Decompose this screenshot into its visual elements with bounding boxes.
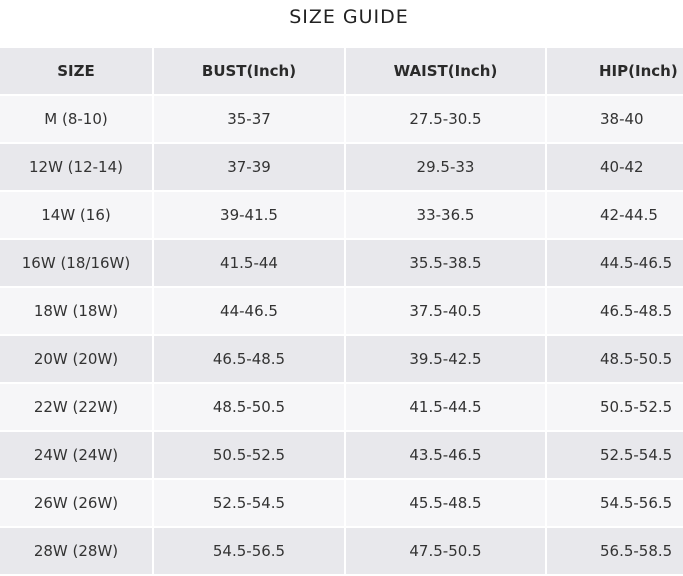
bust-cell: 52.5-54.5: [152, 480, 344, 526]
size-cell: 20W (20W): [0, 336, 152, 382]
waist-cell: 39.5-42.5: [344, 336, 545, 382]
size-cell: 28W (28W): [0, 528, 152, 574]
table-row: [0, 144, 683, 190]
column-header-waist: WAIST(Inch): [344, 48, 545, 94]
bust-cell: 48.5-50.5: [152, 384, 344, 430]
bust-cell: 37-39: [152, 144, 344, 190]
bust-cell: 35-37: [152, 96, 344, 142]
column-header-bust: BUST(Inch): [152, 48, 344, 94]
size-cell: 12W (12-14): [0, 144, 152, 190]
size-cell: 24W (24W): [0, 432, 152, 478]
table-row: [0, 240, 683, 286]
bust-cell: 50.5-52.5: [152, 432, 344, 478]
page-title: SIZE GUIDE: [289, 6, 409, 28]
column-header-hip: HIP(Inch): [545, 48, 683, 94]
waist-cell: 41.5-44.5: [344, 384, 545, 430]
bust-cell: 39-41.5: [152, 192, 344, 238]
size-cell: 26W (26W): [0, 480, 152, 526]
waist-cell: 45.5-48.5: [344, 480, 545, 526]
table-row: [0, 192, 683, 238]
table-row: [0, 384, 683, 430]
table-row: [0, 480, 683, 526]
waist-cell: 37.5-40.5: [344, 288, 545, 334]
hip-cell: 42-44.5: [545, 192, 683, 238]
size-cell: 22W (22W): [0, 384, 152, 430]
size-cell: 18W (18W): [0, 288, 152, 334]
bust-cell: 41.5-44: [152, 240, 344, 286]
hip-cell: 52.5-54.5: [545, 432, 683, 478]
table-row: [0, 96, 683, 142]
size-cell: 16W (18/16W): [0, 240, 152, 286]
hip-cell: 44.5-46.5: [545, 240, 683, 286]
waist-cell: 29.5-33: [344, 144, 545, 190]
waist-cell: 47.5-50.5: [344, 528, 545, 574]
hip-cell: 56.5-58.5: [545, 528, 683, 574]
table-row: [0, 528, 683, 574]
column-header-size: SIZE: [0, 48, 152, 94]
hip-cell: 46.5-48.5: [545, 288, 683, 334]
bust-cell: 46.5-48.5: [152, 336, 344, 382]
size-cell: 14W (16): [0, 192, 152, 238]
waist-cell: 43.5-46.5: [344, 432, 545, 478]
size-guide-table: [0, 48, 683, 576]
table-row: [0, 432, 683, 478]
hip-cell: 40-42: [545, 144, 683, 190]
hip-cell: 38-40: [545, 96, 683, 142]
hip-cell: 54.5-56.5: [545, 480, 683, 526]
table-row: [0, 336, 683, 382]
hip-cell: 50.5-52.5: [545, 384, 683, 430]
table-header-row: [0, 48, 683, 94]
table-row: [0, 288, 683, 334]
bust-cell: 44-46.5: [152, 288, 344, 334]
waist-cell: 27.5-30.5: [344, 96, 545, 142]
waist-cell: 33-36.5: [344, 192, 545, 238]
waist-cell: 35.5-38.5: [344, 240, 545, 286]
hip-cell: 48.5-50.5: [545, 336, 683, 382]
bust-cell: 54.5-56.5: [152, 528, 344, 574]
size-cell: M (8-10): [0, 96, 152, 142]
